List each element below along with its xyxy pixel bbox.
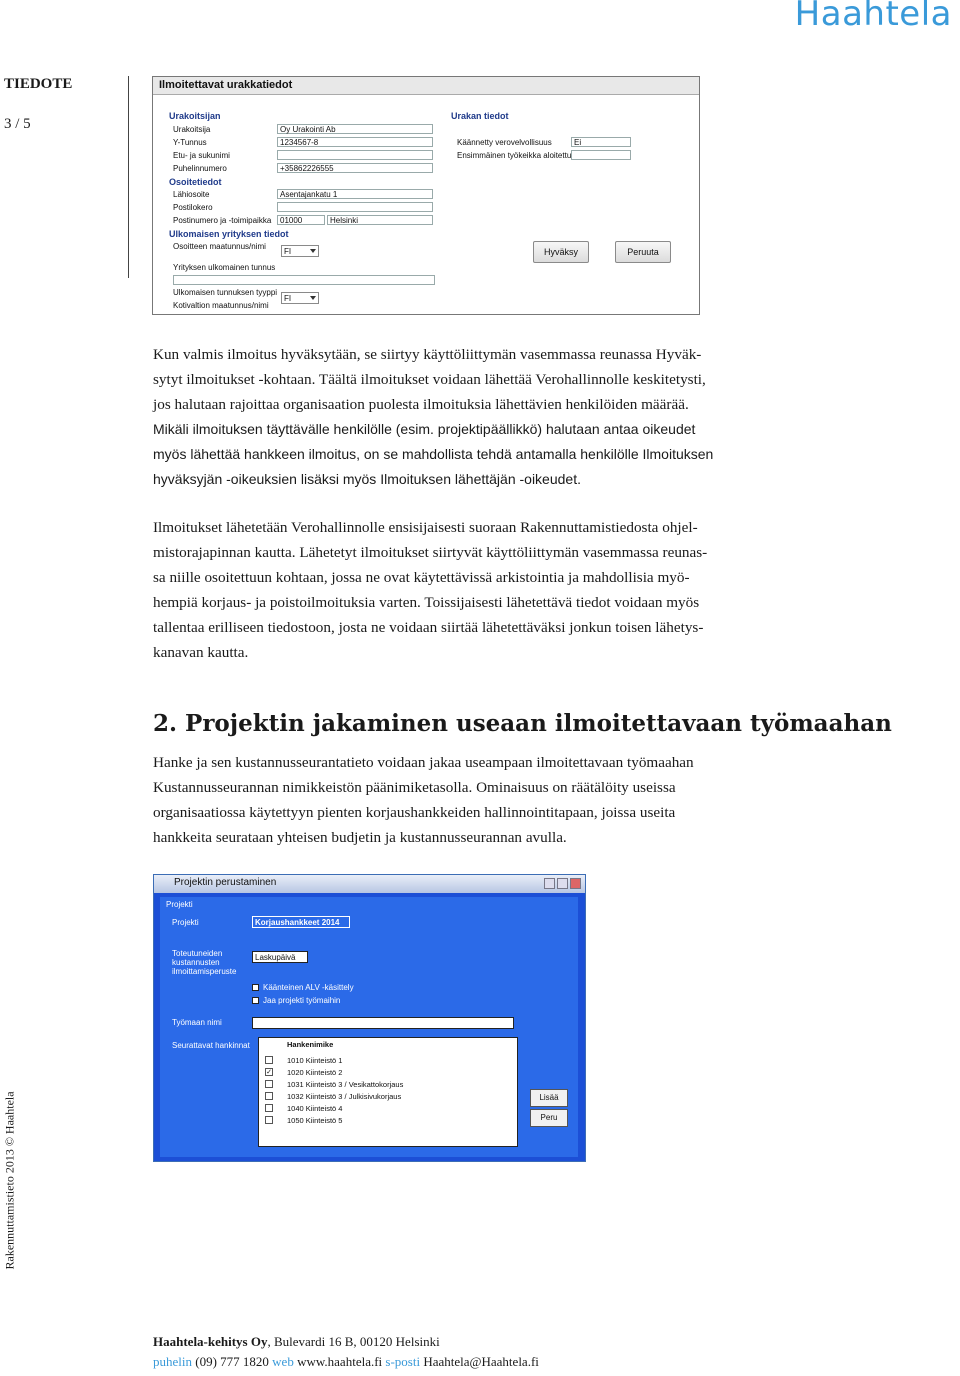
footer-contact <box>153 1354 539 1370</box>
phone-label: puhelin <box>153 1354 192 1369</box>
label-postinumero: Postinumero ja -toimipaikka <box>173 216 272 225</box>
s-line: Hanke ja sen kustannusseurantatieto voidaan jakaa useampaan ilmoitettavaan työmaahan <box>153 754 694 771</box>
list-checkbox[interactable] <box>265 1056 273 1064</box>
section-heading: 2. Projektin jakaminen useaan ilmoitettavaan työmaahan <box>153 710 892 737</box>
ensimmainen-field[interactable] <box>571 150 631 160</box>
label-nimi: Etu- ja sukunimi <box>173 151 230 160</box>
tyomaan-label: Työmaan nimi <box>172 1018 222 1027</box>
document-type: TIEDOTE <box>4 76 73 92</box>
seurattavat-label: Seurattavat hankinnat <box>172 1041 250 1050</box>
web-label: web <box>272 1354 294 1369</box>
label-y-tunnus: Y-Tunnus <box>173 138 207 147</box>
peruuta-button[interactable]: Peruuta <box>615 241 671 263</box>
list-item[interactable]: 1031 Kiinteistö 3 / Vesikattokorjaus <box>287 1080 404 1089</box>
jaa-checkbox[interactable] <box>252 997 259 1004</box>
osoitteen-maa-select[interactable] <box>281 245 319 257</box>
hankinnat-list <box>258 1037 518 1147</box>
kotivaltio-value: FI <box>284 294 292 303</box>
alv-label: Käänteinen ALV -käsittely <box>263 983 354 992</box>
label-puhelin: Puhelinnumero <box>173 164 227 173</box>
screenshot-title: Ilmoitettavat urakkatiedot <box>153 77 699 95</box>
osoitteen-maa-value: FI <box>284 247 292 256</box>
p2-line: tallentaa erilliseen tiedostoon, josta ne voidaan siirtää lähetettäväksi jonkun toisen lähetys- <box>153 619 704 636</box>
s-line: organisaatiossa käytettyyn pienten korjaushankkeiden hallinnointitapaan, joissa useita <box>153 804 676 821</box>
urakkatiedot-screenshot <box>152 76 700 315</box>
toteutuneiden-label: Toteutuneiden kustannusten ilmoittamisperuste <box>172 949 237 976</box>
jaa-label: Jaa projekti työmaihin <box>263 996 341 1005</box>
p2-line: Ilmoitukset lähetetään Verohallinnolle ensisijaisesti suoraan Rakennuttamistiedosta ohjel- <box>153 519 698 536</box>
p1-line: Kun valmis ilmoitus hyväksytään, se siirtyy käyttöliittymän vasemmassa reunassa Hyväk- <box>153 346 702 363</box>
s-line: hankkeita seurataan yhteisen budjetin ja kustannusseurannan avulla. <box>153 829 567 846</box>
footer-address <box>153 1334 440 1350</box>
p1-line: sytyt ilmoitukset -kohtaan. Täältä ilmoitukset voidaan lähettää Verohallinnolle keskitetysti, <box>153 371 706 388</box>
s-line: Kustannusseurannan nimikkeistön päänimiketasolla. Ominaisuus on räätälöity useissa <box>153 779 676 796</box>
ulkomainen-tunnus-field[interactable] <box>173 275 435 285</box>
label-lahiosoite: Lähiosoite <box>173 190 210 199</box>
label-urakoitsija: Urakoitsija <box>173 125 211 134</box>
side-copyright: Rakennuttamistieto 2013 © Haahtela <box>2 1091 17 1270</box>
list-item[interactable]: 1010 Kiinteistö 1 <box>287 1056 343 1065</box>
paragraph-1 <box>153 342 806 492</box>
p1-line-sans: Mikäli ilmoituksen täyttävälle henkilölle (esim. <box>153 421 438 437</box>
lahiosoite-field[interactable]: Asentajankatu 1 <box>277 189 433 199</box>
label-ulkomainen-tunnus: Yrityksen ulkomainen tunnus <box>173 263 276 272</box>
toteutuneiden-select[interactable] <box>252 951 308 963</box>
p2-line: kanavan kautta. <box>153 644 249 661</box>
list-item[interactable]: 1020 Kiinteistö 2 <box>287 1068 343 1077</box>
kaannetty-label: Käännetty verovelvollisuus <box>457 138 552 147</box>
nimi-field[interactable] <box>277 150 433 160</box>
toimipaikka-field[interactable]: Helsinki <box>327 215 433 225</box>
email-link[interactable]: Haahtela@Haahtela.fi <box>420 1354 539 1369</box>
list-checkbox-checked[interactable]: ✓ <box>266 1069 272 1076</box>
p2-line: hempiä korjaus- ja poistoilmoituksia varten. Toissijaisesti lähetettävä tiedot voidaan myös <box>153 594 700 611</box>
label-osoitteen-maatunnus: Osoitteen maatunnus/nimi <box>173 242 266 251</box>
p2-line: mistorajapinnan kautta. Lähetetyt ilmoitukset siirtyvät käyttöliittymän vasemmassa reunas- <box>153 544 708 561</box>
list-header: Hankenimike <box>287 1040 334 1049</box>
projekti-label: Projekti <box>172 918 199 927</box>
urakan-tiedot-heading: Urakan tiedot <box>451 111 509 121</box>
projekti-field[interactable]: Korjaushankkeet 2014 <box>252 916 350 928</box>
maximize-icon[interactable] <box>557 878 568 889</box>
projekti-group-label: Projekti <box>166 900 193 909</box>
alv-checkbox[interactable] <box>252 984 259 991</box>
footer-street: , Bulevardi 16 B, 00120 Helsinki <box>267 1334 440 1349</box>
p1-line: hyväksyjän -oikeuksien lisäksi myös Ilmoituksen lähettäjän -oikeudet. <box>153 471 581 487</box>
minimize-icon[interactable] <box>544 878 555 889</box>
hyvaksy-button[interactable]: Hyväksy <box>533 241 589 263</box>
ulkomainen-heading: Ulkomaisen yrityksen tiedot <box>169 229 289 239</box>
haahtela-logo: Haahtela <box>794 0 952 34</box>
email-label: s-posti <box>385 1354 421 1369</box>
list-checkbox[interactable] <box>265 1104 273 1112</box>
puhelin-field[interactable]: +35862226555 <box>277 163 433 173</box>
projektin-perustaminen-screenshot <box>153 874 586 1162</box>
p1-line: jos halutaan rajoittaa organisaation puolesta ilmoituksia lähettävien henkilöiden määrää. <box>153 396 689 413</box>
p1-line-sans-cont: projektipäällikkö) halutaan antaa oikeudet <box>437 421 696 437</box>
lisaa-button[interactable]: Lisää <box>530 1089 568 1107</box>
list-item[interactable]: 1032 Kiinteistö 3 / Julkisivukorjaus <box>287 1092 402 1101</box>
phone-value: (09) 777 1820 <box>192 1354 273 1369</box>
p1-line <box>153 417 806 442</box>
ensimmainen-label: Ensimmäinen työkeikka aloitettu <box>457 151 572 160</box>
tyomaan-input[interactable] <box>252 1017 514 1029</box>
postinumero-field[interactable]: 01000 <box>277 215 325 225</box>
dialog-titlebar: Projektin perustaminen <box>154 875 585 893</box>
label-tunnuksen-tyyppi: Ulkomaisen tunnuksen tyyppi <box>173 288 278 297</box>
kaannetty-field[interactable]: Ei <box>571 137 631 147</box>
list-checkbox[interactable] <box>265 1092 273 1100</box>
toteutuneiden-value: Laskupäivä <box>255 953 296 962</box>
list-item[interactable]: 1050 Kiinteistö 5 <box>287 1116 343 1125</box>
footer-company: Haahtela-kehitys Oy <box>153 1334 268 1349</box>
chevron-down-icon <box>310 249 316 253</box>
web-link[interactable]: www.haahtela.fi <box>293 1354 386 1369</box>
urakoitsija-heading: Urakoitsijan <box>169 111 221 121</box>
kotivaltio-select[interactable] <box>281 292 319 304</box>
list-item[interactable]: 1040 Kiinteistö 4 <box>287 1104 343 1113</box>
paragraph-2 <box>153 515 806 665</box>
label-kotivaltio: Kotivaltion maatunnus/nimi <box>173 301 269 310</box>
peru-button[interactable]: Peru <box>530 1109 568 1127</box>
close-icon[interactable] <box>570 878 581 889</box>
postilokero-field[interactable] <box>277 202 433 212</box>
y-tunnus-field[interactable]: 1234567-8 <box>277 137 433 147</box>
dialog-body <box>160 897 578 1157</box>
chevron-down-icon <box>310 296 316 300</box>
list-checkbox[interactable] <box>265 1080 273 1088</box>
header-divider <box>128 76 129 278</box>
urakoitsija-field[interactable]: Oy Urakointi Ab <box>277 124 433 134</box>
p1-line: myös lähettää hankkeen ilmoitus, on se mahdollista tehdä antamalla henkilölle Ilmoituksen <box>153 446 714 462</box>
osoite-heading: Osoitetiedot <box>169 177 222 187</box>
p2-line: sa niille osoitettuun kohtaan, jossa ne ovat käytettävissä arkistointia ja mahdollisia myö- <box>153 569 690 586</box>
section-paragraph <box>153 750 806 850</box>
label-postilokero: Postilokero <box>173 203 213 212</box>
list-checkbox[interactable] <box>265 1116 273 1124</box>
page-number: 3 / 5 <box>4 116 31 132</box>
